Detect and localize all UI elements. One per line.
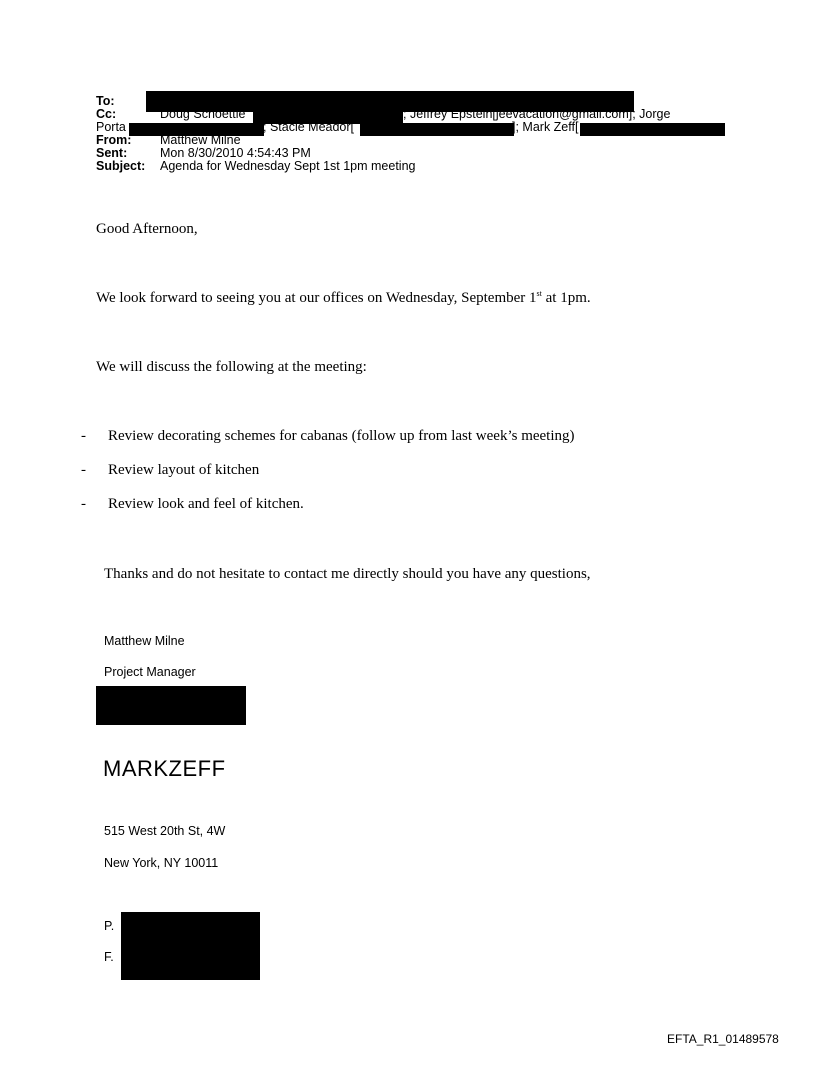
agenda-item: Review look and feel of kitchen.: [108, 496, 304, 512]
body-line-meeting-time: at 1pm.: [541, 290, 591, 306]
redaction-cc-3: [360, 123, 514, 136]
to-label: To:: [96, 94, 115, 108]
sent-label: Sent:: [96, 146, 128, 160]
agenda-item: Review decorating schemes for cabanas (follow up from last week’s meeting): [108, 428, 575, 444]
redaction-phone-fax: [121, 912, 260, 980]
bullet-marker: -: [81, 496, 86, 512]
signature-title: Project Manager: [104, 665, 196, 679]
subject-value: Agenda for Wednesday Sept 1st 1pm meeting: [160, 159, 416, 173]
body-line-meeting-text: We look forward to seeing you at our offices on Wednesday, September 1: [96, 290, 537, 306]
cc-label: Cc:: [96, 107, 117, 121]
bullet-marker: -: [81, 462, 86, 478]
body-line-discuss: We will discuss the following at the meeting:: [96, 359, 367, 375]
subject-label: Subject:: [96, 159, 146, 173]
closing-line: Thanks and do not hesitate to contact me directly should you have any questions,: [104, 566, 591, 582]
from-value: Matthew Milne: [160, 133, 241, 147]
cc-line2-start: Porta: [96, 120, 126, 134]
company-name: MARKZEFF: [103, 756, 226, 781]
cc-mark-zeff: ]; Mark Zeff[: [512, 120, 579, 134]
phone-prefix: P.: [104, 919, 115, 933]
agenda-item: Review layout of kitchen: [108, 462, 260, 478]
greeting: Good Afternoon,: [96, 221, 198, 237]
redaction-signature: [96, 686, 246, 725]
cc-doug-schoettle: Doug Schoettle: [160, 107, 246, 121]
address-line-2: New York, NY 10011: [104, 856, 219, 870]
cc-stacie-meador: ; Stacie Meador[: [263, 120, 355, 134]
cc-line1-tail: ; Jeffrey Epstein[jeevacation@gmail.com]; Jorge: [403, 107, 671, 121]
from-label: From:: [96, 133, 132, 147]
redaction-cc-4: [580, 123, 725, 136]
signature-name: Matthew Milne: [104, 634, 185, 648]
sent-value: Mon 8/30/2010 4:54:43 PM: [160, 146, 311, 160]
ordinal-suffix: st: [536, 289, 542, 298]
document-id: EFTA_R1_01489578: [667, 1032, 779, 1046]
fax-prefix: F.: [104, 950, 114, 964]
bullet-marker: -: [81, 428, 86, 444]
address-line-1: 515 West 20th St, 4W: [104, 824, 226, 838]
body-line-meeting: [96, 290, 591, 307]
